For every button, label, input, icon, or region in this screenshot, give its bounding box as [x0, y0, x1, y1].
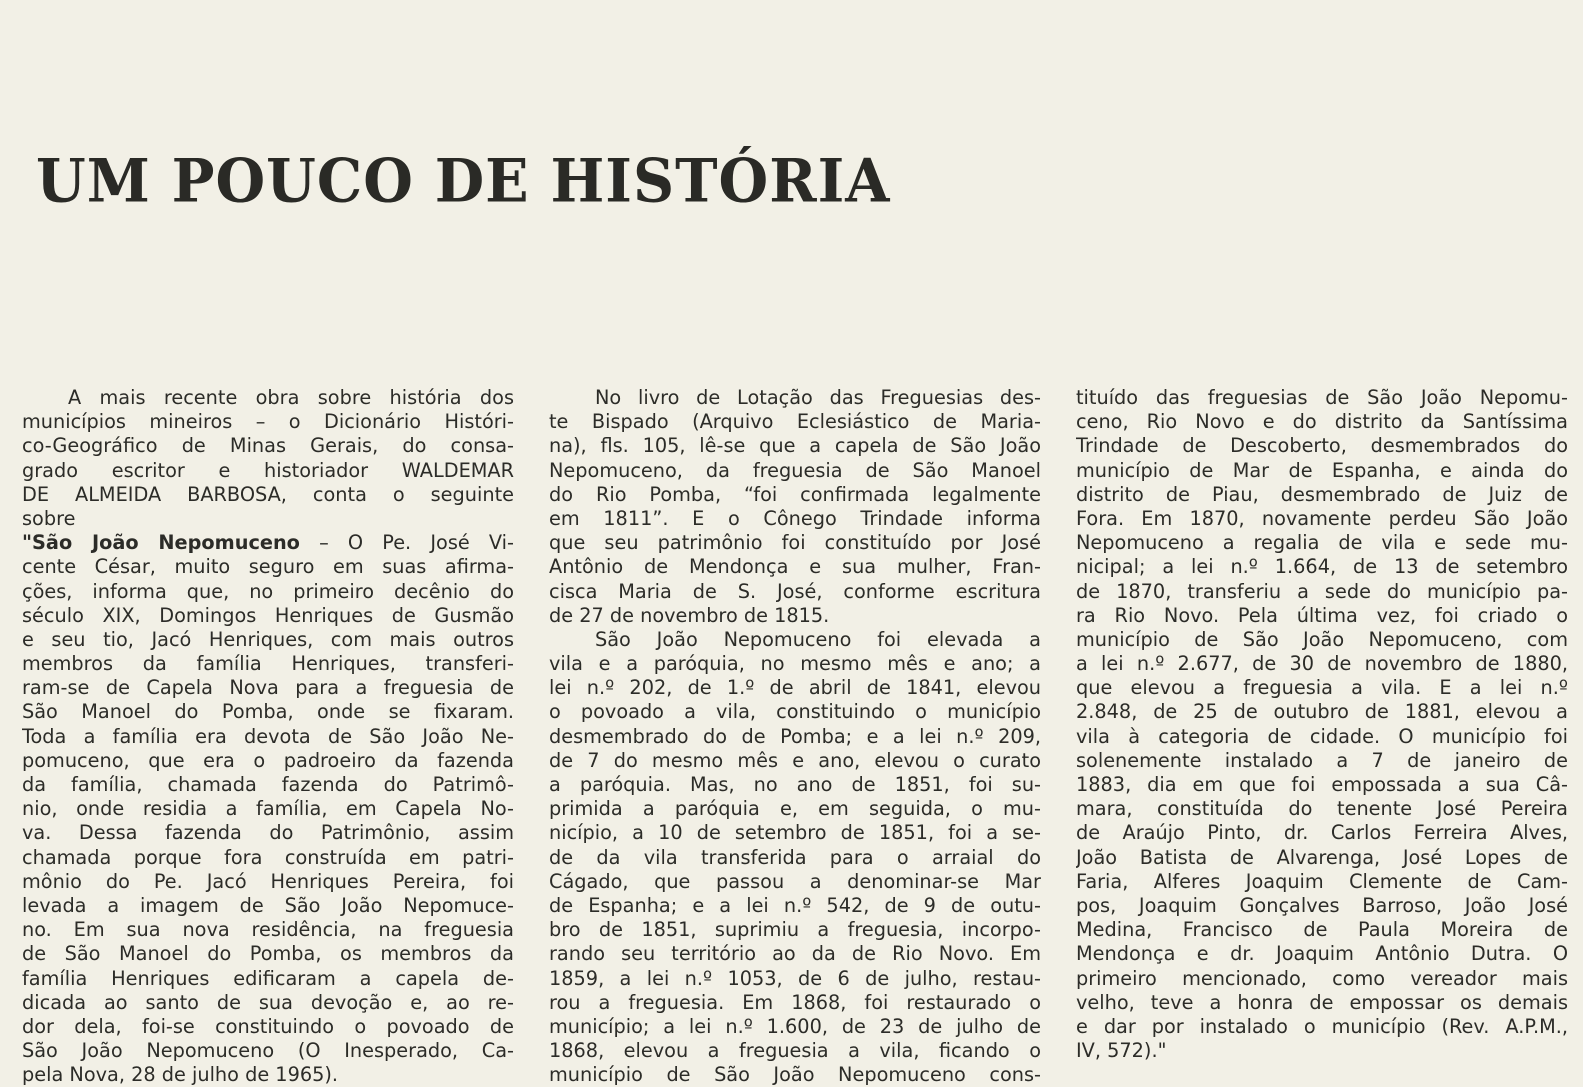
text-line [22, 604, 514, 628]
text-line-content: rou a freguesia. Em 1868, foi restaurado o [549, 990, 1041, 1014]
text-line [1076, 628, 1568, 652]
text-line-content: na), fls. 105, lê-se que a capela de São João [549, 434, 1041, 458]
text-line-content: vila e a paróquia, no mesmo mês e ano; a [549, 652, 1041, 676]
text-line-content: município de São João Nepomuceno, com [1076, 627, 1568, 651]
text-line [549, 434, 1041, 458]
text-line-content: tituído das freguesias de São João Nepomu- [1076, 386, 1568, 409]
text-line [549, 652, 1041, 676]
text-line [549, 410, 1041, 434]
text-line-content: va. Dessa fazenda do Patrimônio, assim [22, 821, 514, 845]
text-line [22, 459, 514, 483]
text-line [22, 1063, 514, 1087]
text-line-content: do Rio Pomba, “foi confirmada legalmente [549, 482, 1041, 506]
text-line-content: Cágado, que passou a denominar-se Mar [549, 869, 1041, 893]
text-line [1076, 580, 1568, 604]
text-line-content: lei n.º 202, de 1.º de abril de 1841, elevou [549, 676, 1041, 700]
text-line-content: Medina, Francisco de Paula Moreira de [1076, 918, 1568, 942]
text-line-content: velho, teve a honra de empossar os demais [1076, 990, 1568, 1014]
text-line-content: Nepomuceno a regalia de vila e sede mu- [1076, 531, 1568, 555]
text-line [1076, 1039, 1568, 1063]
text-line [549, 459, 1041, 483]
text-line-content: nio, onde residia a família, em Capela No- [22, 797, 514, 821]
text-line-content: primeiro mencionado, como vereador mais [1076, 966, 1568, 990]
text-line-content: dicada ao santo de sua devoção e, ao re- [22, 990, 514, 1014]
text-line-content: de 7 do mesmo mês e ano, elevou o curato [549, 748, 1041, 772]
text-line [22, 870, 514, 894]
text-line [22, 967, 514, 991]
text-line [22, 580, 514, 604]
text-line-content: IV, 572)." [1076, 1039, 1167, 1063]
text-line [22, 483, 514, 507]
text-line-content: primida a paróquia e, em seguida, o mu- [549, 797, 1041, 821]
text-line-content: a paróquia. Mas, no ano de 1851, foi su- [549, 773, 1041, 796]
text-line [22, 1039, 514, 1063]
text-line-content: de da vila transferida para o arraial do [549, 845, 1041, 869]
text-line-content: – O Pe. José Vi- [299, 531, 514, 555]
text-line-content: e dar por instalado o município (Rev. A.P.M., [1076, 1014, 1568, 1038]
text-line-content: membros da família Henriques, transferi- [22, 652, 514, 676]
text-line-content: município de Mar de Espanha, e ainda do [1076, 458, 1568, 482]
text-line [549, 821, 1041, 845]
text-line [549, 1015, 1041, 1039]
text-line [22, 676, 514, 700]
text-line-content: Mendonça e dr. Joaquim Antônio Dutra. O [1076, 942, 1568, 966]
text-line-content: bro de 1851, suprimiu a freguesia, incorpo- [549, 918, 1041, 942]
text-line-content: ções, informa que, no primeiro decênio do [22, 579, 514, 603]
text-line [1076, 918, 1568, 942]
text-line [1076, 870, 1568, 894]
text-line [549, 531, 1041, 555]
text-line [22, 918, 514, 942]
text-line [1076, 604, 1568, 628]
text-line [1076, 410, 1568, 434]
text-line [549, 894, 1041, 918]
text-column-3 [1076, 386, 1568, 1063]
text-line [1076, 386, 1568, 410]
text-line [1076, 797, 1568, 821]
text-line [22, 1015, 514, 1039]
text-line [1076, 483, 1568, 507]
text-line-content: No livro de Lotação das Freguesias des- [595, 386, 1041, 409]
text-line-content: distrito de Piau, desmembrado de Juiz de [1076, 482, 1568, 506]
text-line-content: DE ALMEIDA BARBOSA, conta o seguinte [22, 482, 514, 506]
text-line-content: te Bispado (Arquivo Eclesiástico de Maria- [549, 410, 1041, 434]
paragraph-lead-bold: "São João Nepomuceno [22, 531, 300, 555]
text-line [1076, 773, 1568, 797]
text-line-content: pos, Joaquim Gonçalves Barroso, João José [1076, 893, 1568, 917]
text-line [22, 555, 514, 579]
text-line-content: nicípio, a 10 de setembro de 1851, foi a se- [549, 821, 1041, 845]
text-line [22, 749, 514, 773]
text-line [549, 604, 1041, 628]
text-line [549, 918, 1041, 942]
text-line [549, 773, 1041, 797]
text-line [22, 652, 514, 676]
text-line-content: 1883, dia em que foi empossada a sua Câ- [1076, 773, 1568, 796]
text-line-content: Toda a família era devota de São João Ne- [22, 724, 514, 748]
text-line-content: no. Em sua nova residência, na freguesia [22, 918, 514, 942]
text-line [549, 725, 1041, 749]
text-line-content: que seu patrimônio foi constituído por José [549, 531, 1041, 555]
text-line [549, 700, 1041, 724]
text-line-content: A mais recente obra sobre história dos [68, 386, 514, 409]
text-line [549, 846, 1041, 870]
text-line [549, 797, 1041, 821]
text-line-content: dor dela, foi-se constituindo o povoado de [22, 1014, 514, 1038]
text-line-content: ceno, Rio Novo e do distrito da Santíssima [1076, 410, 1568, 434]
text-line-content: cente César, muito seguro em suas afirma- [22, 555, 514, 579]
text-line-content: municípios mineiros – o Dicionário Históri- [22, 410, 514, 434]
text-line-content: cisca Maria de S. José, conforme escritura [549, 579, 1041, 603]
text-line [22, 628, 514, 652]
text-line [1076, 991, 1568, 1015]
text-line [1076, 749, 1568, 773]
text-line-content: vila à categoria de cidade. O município foi [1076, 724, 1568, 748]
text-line [1076, 531, 1568, 555]
text-line [549, 749, 1041, 773]
text-line [549, 942, 1041, 966]
text-line [549, 870, 1041, 894]
text-line-content: 1868, elevou a freguesia a vila, ficando o [549, 1039, 1041, 1063]
text-line [22, 991, 514, 1015]
text-line [1076, 459, 1568, 483]
text-line [1076, 821, 1568, 845]
text-line [549, 991, 1041, 1015]
text-line-content: 2.848, de 25 de outubro de 1881, elevou a [1076, 700, 1568, 724]
text-line [1076, 555, 1568, 579]
text-line-content: século XIX, Domingos Henriques de Gusmão [22, 603, 514, 627]
text-line-content: de Espanha; e a lei n.º 542, de 9 de outu- [549, 893, 1041, 917]
text-line-content: co-Geográfico de Minas Gerais, do consa- [22, 434, 514, 458]
text-column-1 [22, 386, 514, 1087]
text-line [549, 1063, 1041, 1087]
text-line-content: em 1811”. E o Cônego Trindade informa [549, 506, 1041, 530]
text-line-content: a lei n.º 2.677, de 30 de novembro de 1880, [1076, 652, 1568, 676]
text-line-content: desmembrado do de Pomba; e a lei n.º 209, [549, 724, 1041, 748]
text-line-content: município; a lei n.º 1.600, de 23 de julho de [549, 1014, 1041, 1038]
text-line [549, 676, 1041, 700]
text-line-content: pomuceno, que era o padroeiro da fazenda [22, 748, 514, 772]
text-line-content: de 1870, transferiu a sede do município pa- [1076, 579, 1568, 603]
text-line [1076, 894, 1568, 918]
text-line [1076, 507, 1568, 531]
text-line [549, 483, 1041, 507]
article-title: UM POUCO DE HISTÓRIA [36, 146, 891, 217]
text-line-content: município de São João Nepomuceno cons- [549, 1063, 1041, 1087]
text-line [549, 1039, 1041, 1063]
text-line [1076, 967, 1568, 991]
text-line [22, 821, 514, 845]
text-line-content: João Batista de Alvarenga, José Lopes de [1076, 845, 1568, 869]
text-line-content: grado escritor e historiador WALDEMAR [22, 458, 514, 482]
text-line-content: mara, constituída do tenente José Pereira [1076, 797, 1568, 821]
text-line-content: de Araújo Pinto, dr. Carlos Ferreira Alves, [1076, 821, 1568, 845]
text-line [22, 386, 514, 410]
text-line [22, 942, 514, 966]
text-line-content: da família, chamada fazenda do Patrimô- [22, 773, 514, 796]
text-line [22, 894, 514, 918]
text-line-content: solenemente instalado a 7 de janeiro de [1076, 748, 1568, 772]
text-line [549, 580, 1041, 604]
text-line-content: pela Nova, 28 de julho de 1965). [22, 1063, 339, 1087]
text-line [549, 628, 1041, 652]
text-line [22, 507, 514, 531]
text-line-content: rando seu território ao da de Rio Novo. Em [549, 942, 1041, 966]
text-line-content: Antônio de Mendonça e sua mulher, Fran- [549, 555, 1041, 579]
text-line [1076, 725, 1568, 749]
text-line-content: Nepomuceno, da freguesia de São Manoel [549, 458, 1041, 482]
text-column-2 [549, 386, 1041, 1087]
text-line [22, 434, 514, 458]
text-line [549, 967, 1041, 991]
text-line-content: Trindade de Descoberto, desmembrados do [1076, 434, 1568, 458]
text-line [22, 410, 514, 434]
text-line [549, 507, 1041, 531]
text-line-content: Faria, Alferes Joaquim Clemente de Cam- [1076, 869, 1568, 893]
text-line [1076, 1015, 1568, 1039]
text-line [22, 773, 514, 797]
text-line [1076, 676, 1568, 700]
text-line-content: levada a imagem de São João Nepomuce- [22, 893, 514, 917]
text-line-content: chamada porque fora construída em patri- [22, 845, 514, 869]
text-line-content: família Henriques edificaram a capela de- [22, 966, 514, 990]
text-line-content: o povoado a vila, constituindo o município [549, 700, 1041, 724]
text-line [22, 725, 514, 749]
text-line [1076, 434, 1568, 458]
text-line-content: ra Rio Novo. Pela última vez, foi criado o [1076, 603, 1568, 627]
text-line-content: 1859, a lei n.º 1053, de 6 de julho, restau- [549, 966, 1041, 990]
text-line [1076, 942, 1568, 966]
text-line-content: sobre [22, 506, 76, 530]
text-line-content: e seu tio, Jacó Henriques, com mais outros [22, 627, 514, 651]
text-line-content: mônio do Pe. Jacó Henriques Pereira, foi [22, 869, 514, 893]
text-line [1076, 652, 1568, 676]
text-line [549, 555, 1041, 579]
text-line-content: Fora. Em 1870, novamente perdeu São João [1076, 506, 1568, 530]
text-line-content: que elevou a freguesia a vila. E a lei n.º [1076, 676, 1568, 700]
text-line-content: São João Nepomuceno (O Inesperado, Ca- [22, 1039, 514, 1063]
text-line [22, 531, 514, 555]
text-line-content: nicipal; a lei n.º 1.664, de 13 de setembro [1076, 555, 1568, 579]
text-line [549, 386, 1041, 410]
text-line-content: ram-se de Capela Nova para a freguesia de [22, 676, 514, 700]
text-line [1076, 700, 1568, 724]
text-line [1076, 846, 1568, 870]
text-line [22, 797, 514, 821]
text-line [22, 700, 514, 724]
text-line-content: São João Nepomuceno foi elevada a [595, 627, 1041, 651]
text-line-content: de São Manoel do Pomba, os membros da [22, 942, 514, 966]
text-line [22, 846, 514, 870]
text-line-content: de 27 de novembro de 1815. [549, 603, 830, 627]
text-line-content: São Manoel do Pomba, onde se fixaram. [22, 700, 514, 724]
